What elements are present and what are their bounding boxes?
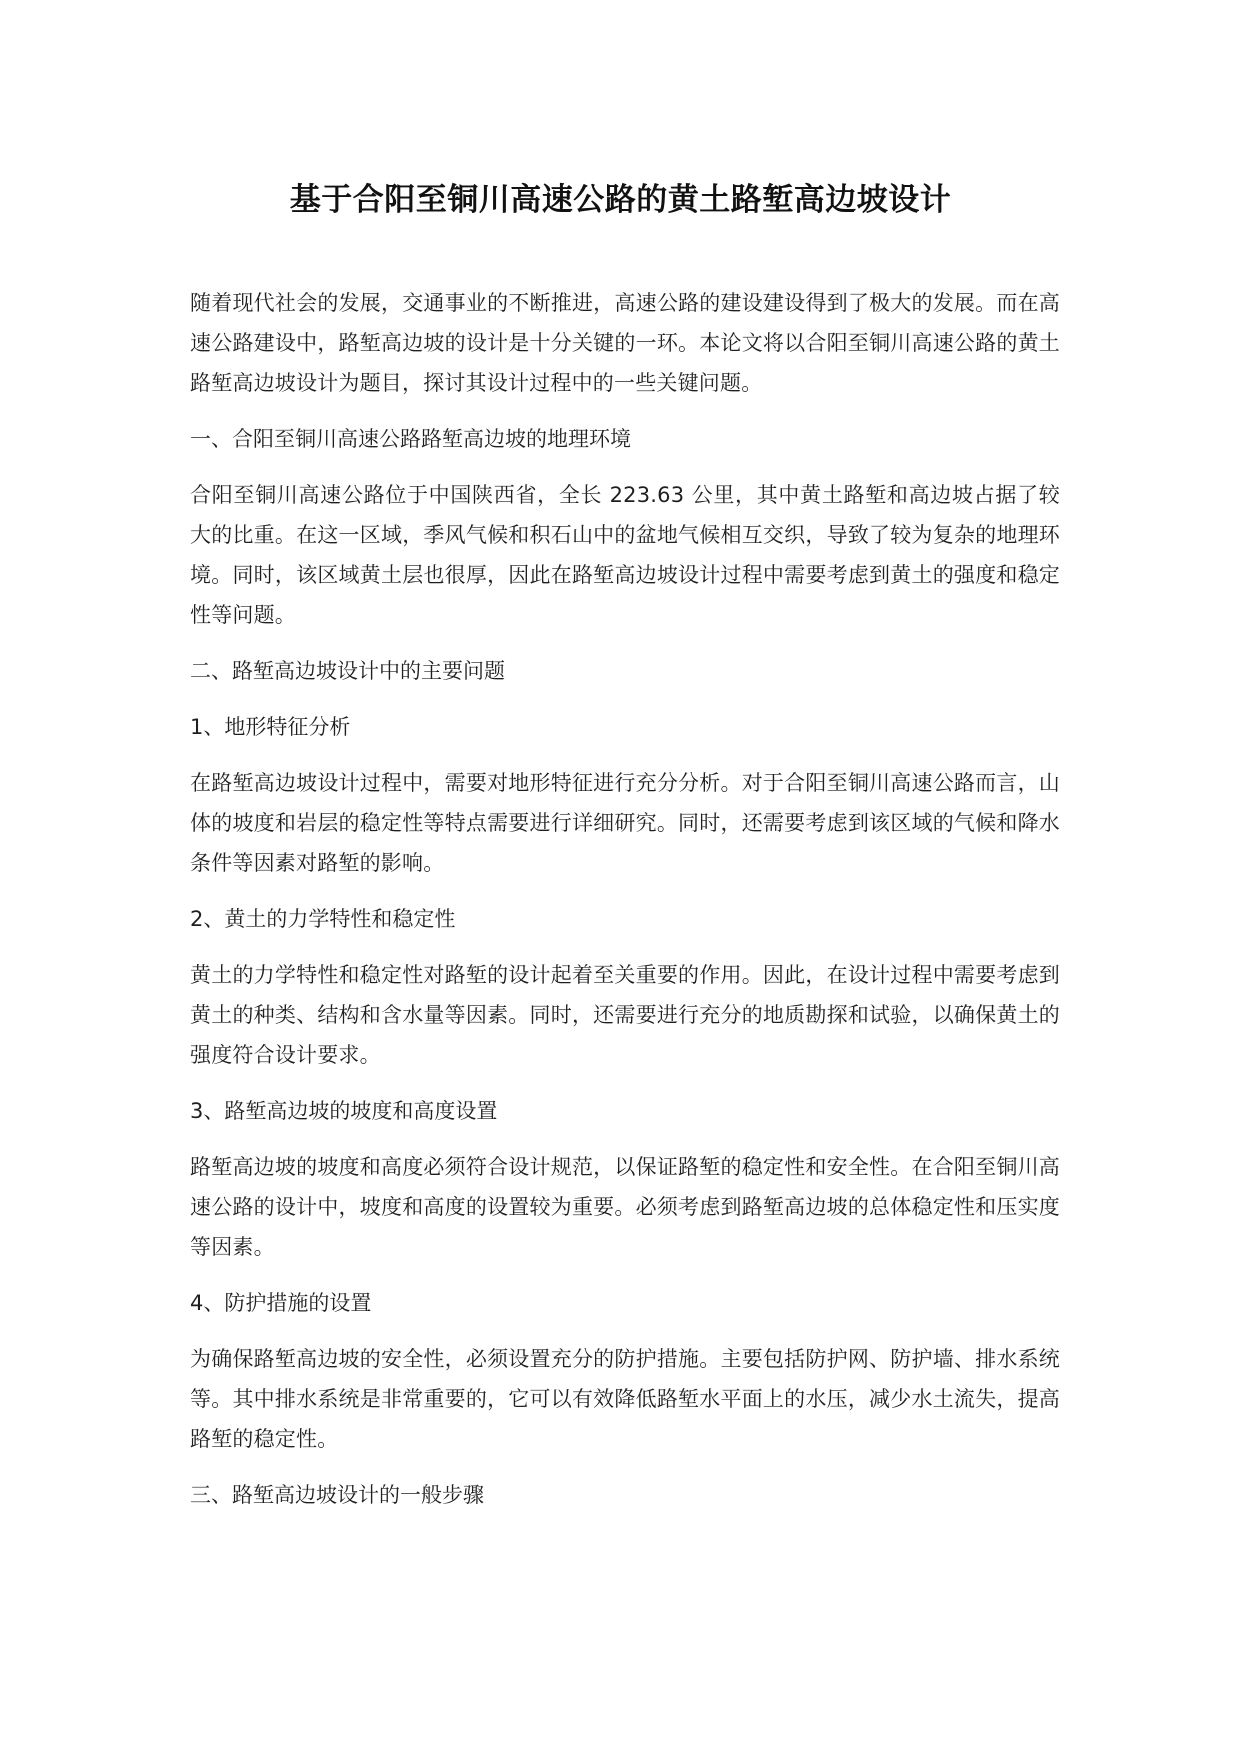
section-heading-3: 三、路堑高边坡设计的一般步骤 <box>190 1483 484 1507</box>
subsection-heading-3: 3、路堑高边坡的坡度和高度设置 <box>190 1099 498 1123</box>
subsection-2-paragraph: 黄土的力学特性和稳定性对路堑的设计起着至关重要的作用。因此，在设计过程中需要考虑到黄土的种类、结构和含水量等因素。同时，还需要进行充分的地质勘探和试验，以确保黄土的强度符合设计要求。 <box>190 963 1060 1067</box>
document-body <box>190 283 1060 1531</box>
subsection-heading-2: 2、黄土的力学特性和稳定性 <box>190 907 456 931</box>
subsection-4-paragraph: 为确保路堑高边坡的安全性，必须设置充分的防护措施。主要包括防护网、防护墙、排水系统等。其中排水系统是非常重要的，它可以有效降低路堑水平面上的水压，减少水土流失，提高路堑的稳定性。 <box>190 1347 1060 1451</box>
subsection-heading-1: 1、地形特征分析 <box>190 715 351 739</box>
section-1-paragraph: 合阳至铜川高速公路位于中国陕西省，全长 223.63 公里，其中黄土路堑和高边坡占据了较大的比重。在这一区域，季风气候和积石山中的盆地气候相互交织，导致了较为复杂的地理环境。同时，该区域黄土层也很厚，因此在路堑高边坡设计过程中需要考虑到黄土的强度和稳定性等问题。 <box>190 483 1060 627</box>
section-heading-2: 二、路堑高边坡设计中的主要问题 <box>190 659 505 683</box>
section-heading-1: 一、合阳至铜川高速公路路堑高边坡的地理环境 <box>190 427 631 451</box>
intro-paragraph: 随着现代社会的发展，交通事业的不断推进，高速公路的建设建设得到了极大的发展。而在高速公路建设中，路堑高边坡的设计是十分关键的一环。本论文将以合阳至铜川高速公路的黄土路堑高边坡设计为题目，探讨其设计过程中的一些关键问题。 <box>190 291 1060 395</box>
subsection-1-paragraph: 在路堑高边坡设计过程中，需要对地形特征进行充分分析。对于合阳至铜川高速公路而言，山体的坡度和岩层的稳定性等特点需要进行详细研究。同时，还需要考虑到该区域的气候和降水条件等因素对路堑的影响。 <box>190 771 1060 875</box>
subsection-heading-4: 4、防护措施的设置 <box>190 1291 372 1315</box>
document-title: 基于合阳至铜川高速公路的黄土路堑高边坡设计 <box>289 182 952 218</box>
subsection-3-paragraph: 路堑高边坡的坡度和高度必须符合设计规范，以保证路堑的稳定性和安全性。在合阳至铜川高速公路的设计中，坡度和高度的设置较为重要。必须考虑到路堑高边坡的总体稳定性和压实度等因素。 <box>190 1155 1060 1259</box>
